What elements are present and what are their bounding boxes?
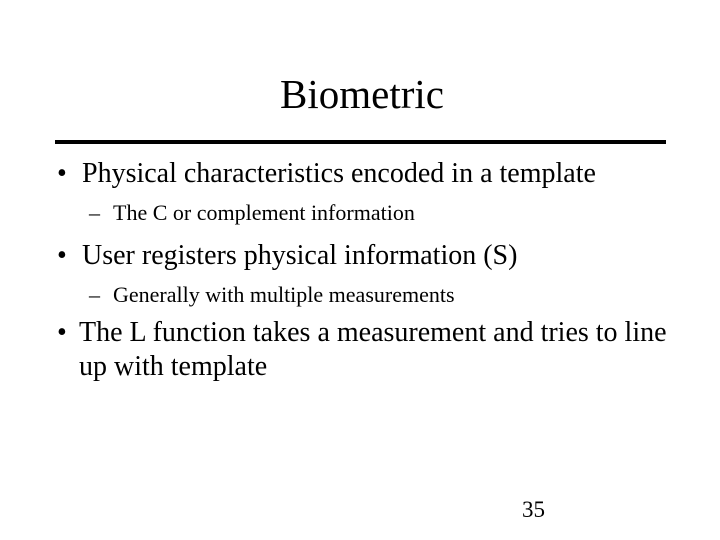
sub-bullet-marker: –	[89, 200, 100, 225]
page-number: 35	[522, 497, 545, 522]
title-divider	[55, 140, 666, 144]
slide-title: Biometric	[280, 71, 444, 117]
bullet-item-2	[57, 239, 517, 273]
bullet-marker: •	[57, 240, 67, 271]
bullet-marker: •	[57, 158, 67, 189]
sub-bullet-marker: –	[89, 282, 100, 307]
bullet-text: Physical characteristics encoded in a template	[82, 158, 596, 189]
bullet-item-1	[57, 157, 596, 191]
sub-bullet-text: Generally with multiple measurements	[113, 282, 455, 307]
bullet-text: The L function takes a measurement and tries to line up with template	[79, 317, 667, 382]
bullet-item-3	[57, 316, 677, 384]
sub-bullet-item-1	[89, 199, 415, 227]
sub-bullet-text: The C or complement information	[113, 200, 415, 225]
bullet-marker: •	[57, 317, 67, 348]
bullet-text: User registers physical information (S)	[82, 240, 518, 271]
sub-bullet-item-2	[89, 281, 455, 309]
